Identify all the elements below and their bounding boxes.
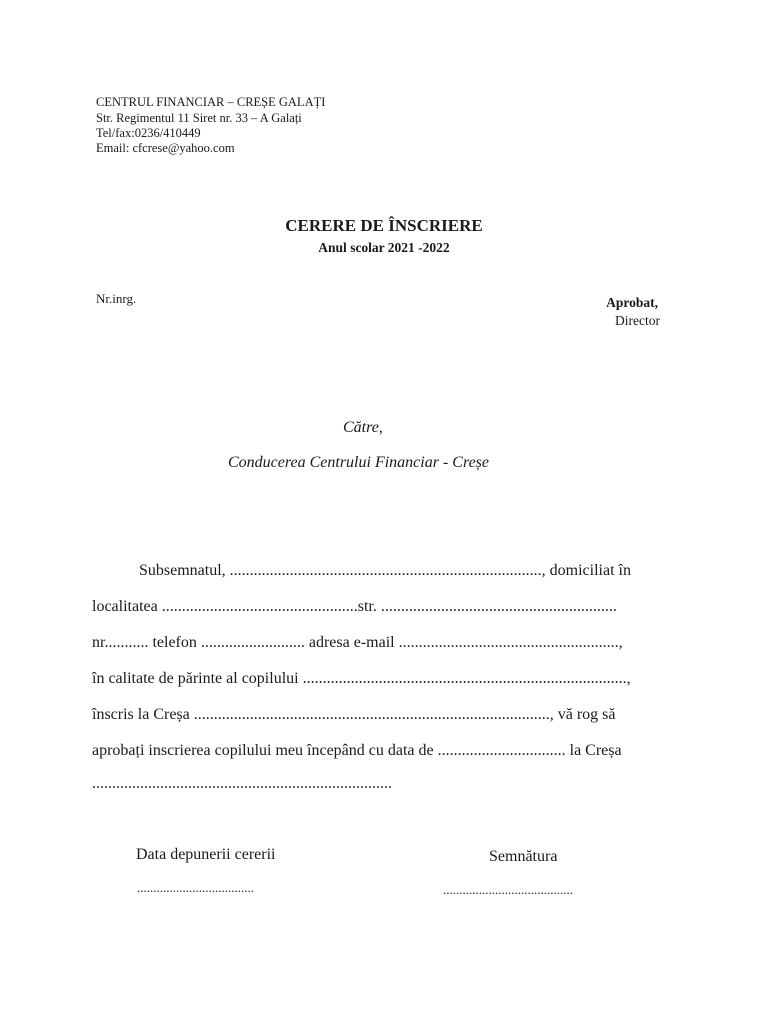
document-subtitle: Anul scolar 2021 -2022 — [318, 240, 450, 255]
body-line-6: aprobați inscrierea copilului meu începând cu data de ................................ la Creșa — [92, 742, 622, 759]
document-title: CERERE DE ÎNSCRIERE — [285, 216, 483, 235]
submission-date-label: Data depunerii cererii — [136, 846, 276, 863]
signature-label: Semnătura — [489, 848, 558, 865]
body-line-2: localitatea .................................................str. ........................................................... — [92, 598, 617, 615]
body-line-3: nr........... telefon .......................... adresa e-mail ......................................................., — [92, 634, 623, 651]
signature-field: ........................................ — [443, 882, 573, 897]
institution-email: Email: cfcrese@yahoo.com — [96, 141, 235, 155]
recipient: Conducerea Centrului Financiar - Creșe — [228, 454, 489, 471]
institution-name: CENTRUL FINANCIAR – CREȘE GALAȚI — [96, 95, 326, 109]
body-line-1: Subsemnatul, .............................................................................., domiciliat în — [139, 562, 631, 579]
body-line-7: ........................................................................... — [92, 775, 392, 792]
director-label: Director — [615, 313, 660, 328]
submission-date-field: .................................... — [137, 880, 254, 895]
body-line-4: în calitate de părinte al copilului ................................................................................., — [92, 670, 631, 687]
salutation: Către, — [343, 419, 383, 436]
approval-label: Aprobat, — [606, 295, 658, 310]
institution-address: Str. Regimentul 11 Siret nr. 33 – A Galați — [96, 111, 302, 125]
body-line-5: înscris la Creșa ........................................................................................., vă rog să — [92, 706, 616, 723]
registration-number-label: Nr.inrg. — [96, 291, 137, 306]
institution-phone: Tel/fax:0236/410449 — [96, 126, 201, 140]
